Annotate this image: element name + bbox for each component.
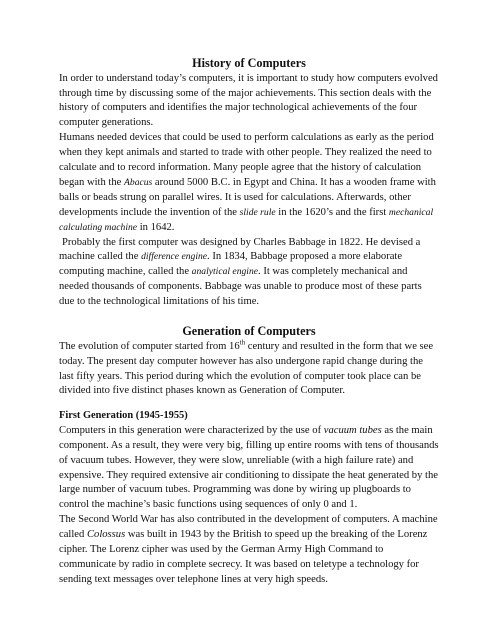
text-run: as the main component. As a result, they were very big, filling up entire rooms with tens of thousands of vacuum tubes. However, they were slow, unreliable (with a high failure rate) and expensive. They required extensive air conditioning to dissipate the heat generated by the large number of vacuum tubes. Programming was done by wiring up plugboards to control the machine’s basic functions using sequences of only 0 and 1. [59,424,439,511]
intro-paragraph [59,72,439,132]
text-run: in 1642. [137,221,175,233]
text-run: The Second World War has also contributed in the development of computers. A machine called [59,514,438,541]
text-run: Computers in this generation were characterized by the use of [59,424,324,436]
generation-paragraph [59,340,439,400]
subheading-first-generation: First Generation (1945-1955) [59,410,188,422]
text-run: . It was completely mechanical and needed thousands of components. Babbage was unable to produce most of these parts due to the technological limitations of his time. [59,266,422,308]
document-page [59,56,439,588]
superscript-th: th [239,338,246,347]
first-gen-paragraph [59,424,439,513]
term-vacuum-tubes: vacuum tubes [323,424,382,436]
term-slide-rule: slide rule [239,206,276,218]
text-run: in the 1620’s and the first [275,206,389,218]
text-run: Probably the first computer was designed by Charles Babbage in 1822. He devised a machine called the [59,236,421,263]
term-colossus: Colossus [86,529,126,541]
text-run: around 5000 B.C. in Egypt and China. It has a wooden frame with balls or beads strung on parallel wires. It is used for calculations. Afterwards, other developments include the invention of the [59,176,436,218]
text-run: century and resulted in the form that we see today. The present day computer however has also undergone rapid change during the last fifty years. This period during which the evolution of computer took place can be divided into five distinct phases known as Generation of Computer. [59,340,434,397]
term-difference-engine: difference engine [141,251,208,263]
text-run: The evolution of computer started from 16 [59,340,240,352]
term-abacus: Abacus [124,176,153,188]
text-run: . In 1834, Babbage proposed a more elaborate computing machine, called the [59,251,403,278]
babbage-paragraph [59,236,439,311]
term-analytical-engine: analytical engine [191,266,259,278]
history-paragraph [59,131,439,235]
text-run: was built in 1943 by the British to speed up the breaking of the Lorenz cipher. The Lorenz cipher was used by the German Army High Command to communicate by radio in complete secrecy. It was based on teletype a technology for sending text messages over telephone lines at very high speeds. [59,529,428,585]
term-mechanical-calculating-machine: mechanical calculating machine [59,206,434,233]
text-run: Humans needed devices that could be used to perform calculations as early as the period when they kept animals and started to trade with other people. They realized the need to calculate and to record information. Many people agree that the history of calculation began with the [59,132,434,188]
intro-text: In order to understand today’s computers, it is important to study how computers evolved through time by discussing some of the major achievements. This section deals with the history of computers and identifies the major technological achievements of the four computer generations. [59,72,438,129]
page-title: History of Computers [192,56,306,70]
section-heading-generation: Generation of Computers [182,324,316,339]
ww2-paragraph [59,513,439,588]
